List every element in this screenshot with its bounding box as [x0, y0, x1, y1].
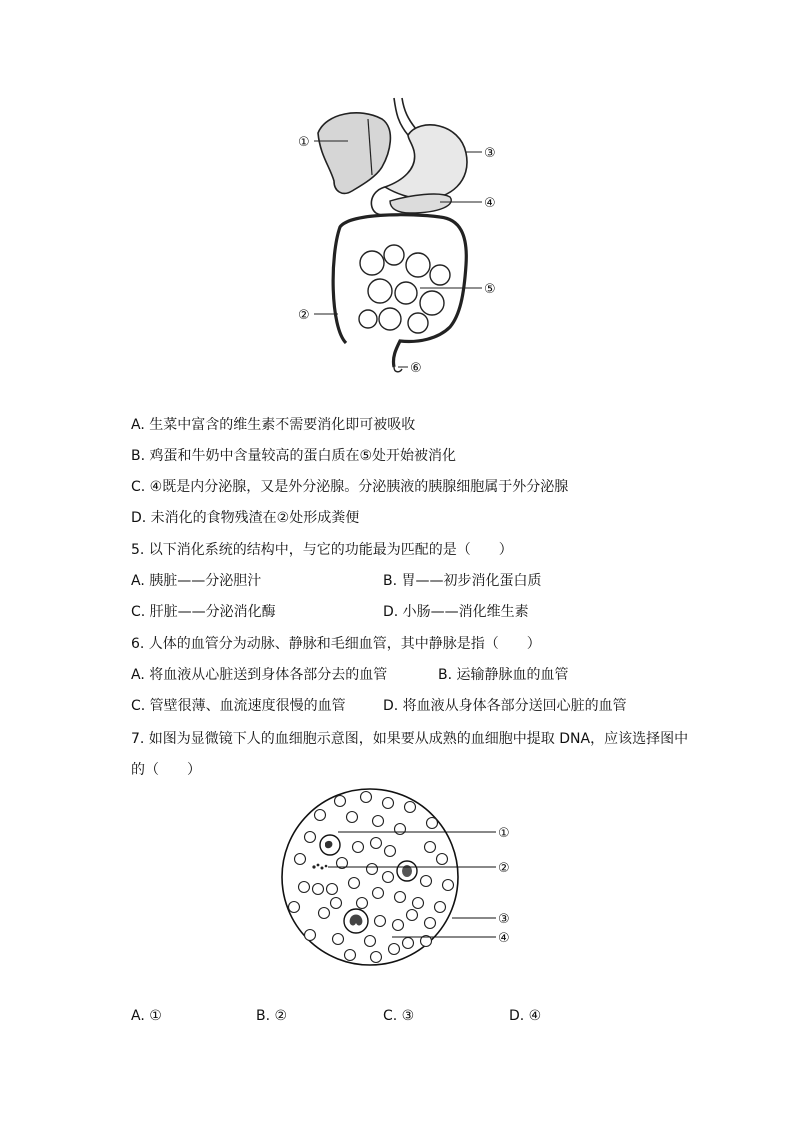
red-blood-cell [383, 872, 394, 883]
red-blood-cell [395, 892, 406, 903]
label-4: ④ [484, 196, 496, 211]
q4-option-c: C. ④既是内分泌腺，又是外分泌腺。分泌胰液的胰腺细胞属于外分泌腺 [131, 479, 569, 495]
red-blood-cell [353, 842, 364, 853]
red-blood-cell [403, 938, 414, 949]
q5-option-b: B. 胃——初步消化蛋白质 [383, 573, 542, 589]
q6-stem: 6. 人体的血管分为动脉、静脉和毛细血管，其中静脉是指（ ） [131, 636, 541, 652]
q4-option-a: A. 生菜中富含的维生素不需要消化即可被吸收 [131, 417, 416, 433]
q6-option-b: B. 运输静脉血的血管 [438, 667, 569, 683]
red-blood-cell [347, 812, 358, 823]
q5-option-c: C. 肝脏——分泌消化酶 [131, 604, 276, 620]
q5-stem: 5. 以下消化系统的结构中，与它的功能最为匹配的是（ ） [131, 542, 513, 558]
red-blood-cell [371, 952, 382, 963]
red-blood-cell [385, 846, 396, 857]
cell-label-4: ④ [498, 931, 510, 946]
red-blood-cell [389, 944, 400, 955]
q6-option-a: A. 将血液从心脏送到身体各部分去的血管 [131, 667, 388, 683]
label-3: ③ [484, 146, 496, 161]
red-blood-cell [373, 888, 384, 899]
red-blood-cell [319, 908, 330, 919]
digestive-system-diagram [290, 95, 510, 380]
red-blood-cell [383, 798, 394, 809]
cell-label-1: ① [498, 826, 510, 841]
red-blood-cell [335, 796, 346, 807]
red-blood-cell [427, 818, 438, 829]
red-blood-cell [333, 934, 344, 945]
q7-stem-line2: 的（ ） [131, 762, 201, 778]
red-blood-cell [393, 920, 404, 931]
red-blood-cell [371, 838, 382, 849]
label-6: ⑥ [410, 361, 422, 376]
q6-option-c: C. 管壁很薄、血流速度很慢的血管 [131, 698, 346, 714]
red-blood-cell [305, 832, 316, 843]
q5-option-d: D. 小肠——消化维生素 [383, 604, 529, 620]
red-blood-cell [367, 864, 378, 875]
red-blood-cell [435, 902, 446, 913]
red-blood-cell [425, 918, 436, 929]
cell-label-3: ③ [498, 912, 510, 927]
red-blood-cell [289, 902, 300, 913]
q7-option-c: C. ③ [383, 1008, 415, 1024]
label-2: ② [298, 308, 310, 323]
red-blood-cell [373, 816, 384, 827]
red-blood-cell [349, 878, 360, 889]
red-blood-cell [315, 810, 326, 821]
red-blood-cell [395, 824, 406, 835]
label-5: ⑤ [484, 282, 496, 297]
red-blood-cell [345, 950, 356, 961]
q7-option-b: B. ② [256, 1008, 288, 1024]
red-blood-cell [425, 842, 436, 853]
red-blood-cell [305, 930, 316, 941]
red-blood-cell [413, 898, 424, 909]
q7-stem-line1: 7. 如图为显微镜下人的血细胞示意图，如果要从成熟的血细胞中提取 DNA，应该选择图中 [131, 731, 689, 747]
red-blood-cell [421, 876, 432, 887]
red-blood-cell [299, 882, 310, 893]
red-blood-cell [437, 854, 448, 865]
red-blood-cell [443, 880, 454, 891]
q7-option-a: A. ① [131, 1008, 162, 1024]
q5-option-a: A. 胰脏——分泌胆汁 [131, 573, 262, 589]
red-blood-cell [331, 898, 342, 909]
red-blood-cell [407, 910, 418, 921]
q6-option-d: D. 将血液从身体各部分送回心脏的血管 [383, 698, 627, 714]
red-blood-cell [375, 916, 386, 927]
label-1: ① [298, 135, 310, 150]
red-blood-cell [357, 898, 368, 909]
q4-option-d: D. 未消化的食物残渣在②处形成粪便 [131, 510, 360, 526]
blood-cell-diagram [280, 785, 520, 970]
red-blood-cell [295, 854, 306, 865]
red-blood-cell [365, 936, 376, 947]
red-blood-cell [313, 884, 324, 895]
q4-option-b: B. 鸡蛋和牛奶中含量较高的蛋白质在⑤处开始被消化 [131, 448, 457, 464]
red-blood-cell [327, 884, 338, 895]
cell-label-2: ② [498, 861, 510, 876]
blood-cell-figure [280, 785, 520, 970]
q7-option-d: D. ④ [509, 1008, 542, 1024]
red-blood-cell [405, 802, 416, 813]
digestive-system-figure [290, 95, 510, 380]
red-blood-cell [361, 792, 372, 803]
